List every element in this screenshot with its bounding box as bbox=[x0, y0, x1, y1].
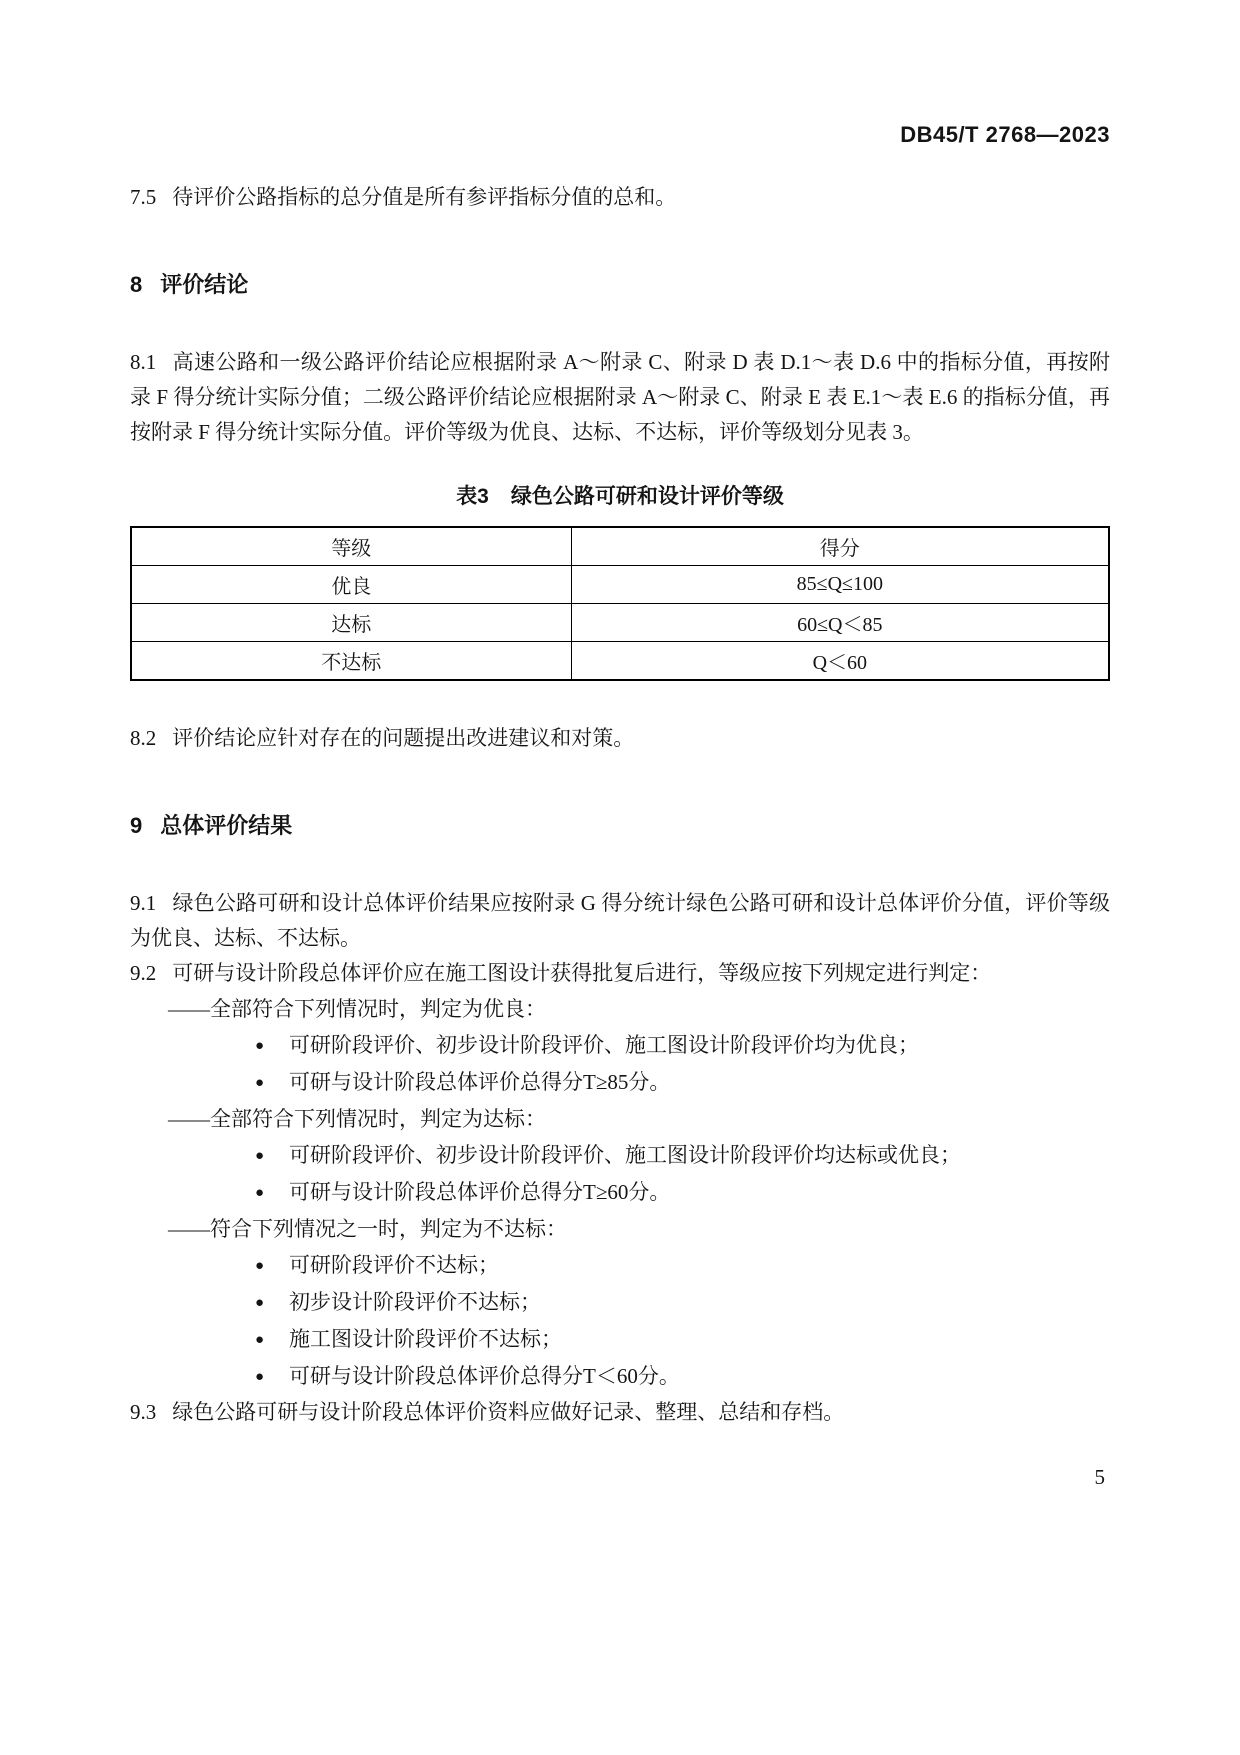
bullet-item bbox=[130, 1358, 1110, 1395]
bullet-item bbox=[130, 1247, 1110, 1284]
clause-8-1 bbox=[130, 345, 1110, 450]
bullet-icon bbox=[255, 1175, 289, 1211]
table-cell-score: 60≤Q＜85 bbox=[571, 604, 1109, 642]
bullet-icon bbox=[255, 1065, 289, 1101]
bullet-text: 施工图设计阶段评价不达标； bbox=[289, 1327, 562, 1351]
clause-9-2 bbox=[130, 956, 1110, 991]
doc-number: DB45/T 2768—2023 bbox=[900, 122, 1110, 147]
table-cell-score: 85≤Q≤100 bbox=[571, 566, 1109, 604]
bullet-item bbox=[130, 1174, 1110, 1211]
table-cell-score: Q＜60 bbox=[571, 642, 1109, 681]
bullet-item bbox=[130, 1027, 1110, 1064]
clause-number: 9.3 bbox=[130, 1400, 157, 1424]
bullet-text: 可研与设计阶段总体评价总得分T＜60分。 bbox=[289, 1364, 680, 1388]
bullet-icon bbox=[255, 1138, 289, 1174]
table3-caption-title: 绿色公路可研和设计评价等级 bbox=[510, 485, 784, 508]
bullet-item bbox=[130, 1284, 1110, 1321]
bullet-icon bbox=[255, 1028, 289, 1064]
clause-8-2 bbox=[130, 721, 1110, 756]
table-header-row bbox=[131, 527, 1109, 566]
table-cell-grade: 优良 bbox=[131, 566, 571, 604]
bullet-text: 初步设计阶段评价不达标； bbox=[289, 1290, 541, 1314]
section-title: 总体评价结果 bbox=[160, 813, 293, 838]
clause-number: 9.1 bbox=[130, 891, 157, 915]
bullet-text: 可研与设计阶段总体评价总得分T≥85分。 bbox=[289, 1070, 671, 1094]
clause-text: 待评价公路指标的总分值是所有参评指标分值的总和。 bbox=[172, 185, 677, 209]
clause-number: 9.2 bbox=[130, 961, 157, 985]
dash-item-fail: ——符合下列情况之一时，判定为不达标： bbox=[168, 1217, 567, 1241]
section-number: 9 bbox=[130, 813, 143, 838]
clause-text: 绿色公路可研与设计阶段总体评价资料应做好记录、整理、总结和存档。 bbox=[172, 1400, 845, 1424]
dash-item-pass: ——全部符合下列情况时，判定为达标： bbox=[168, 1107, 546, 1131]
clause-number: 8.1 bbox=[130, 350, 157, 374]
bullet-item bbox=[130, 1137, 1110, 1174]
table3-caption bbox=[130, 480, 1110, 510]
dash-item-excellent: ——全部符合下列情况时，判定为优良： bbox=[168, 997, 546, 1021]
table-row bbox=[131, 566, 1109, 604]
table-cell-grade: 达标 bbox=[131, 604, 571, 642]
table-header-score: 得分 bbox=[571, 527, 1109, 566]
section-number: 8 bbox=[130, 272, 143, 297]
section-title: 评价结论 bbox=[160, 272, 249, 297]
clause-text: 评价结论应针对存在的问题提出改进建议和对策。 bbox=[172, 726, 635, 750]
bullet-item bbox=[130, 1064, 1110, 1101]
grade-table bbox=[130, 526, 1110, 681]
clause-9-3 bbox=[130, 1395, 1110, 1430]
bullet-icon bbox=[255, 1285, 289, 1321]
table-row bbox=[131, 642, 1109, 681]
bullet-icon bbox=[255, 1322, 289, 1358]
clause-number: 7.5 bbox=[130, 185, 157, 209]
bullet-text: 可研阶段评价、初步设计阶段评价、施工图设计阶段评价均为优良； bbox=[289, 1033, 919, 1057]
table-cell-grade: 不达标 bbox=[131, 642, 571, 681]
bullet-item bbox=[130, 1321, 1110, 1358]
clause-7-5 bbox=[130, 180, 1110, 215]
page-number: 5 bbox=[1094, 1465, 1105, 1489]
clause-text: 高速公路和一级公路评价结论应根据附录 A～附录 C、附录 D 表 D.1～表 D.6 中的指标分值，再按附录 F 得分统计实际分值；二级公路评价结论应根据附录 A～附录 C、附录 E 表 E.1～表 E.6 的指标分值，再按附录 F 得分统计实际分值。评价等级为优良、达标、不达标，评价等级划分见表 3。 bbox=[130, 350, 1110, 444]
bullet-text: 可研与设计阶段总体评价总得分T≥60分。 bbox=[289, 1180, 671, 1204]
table3-caption-label: 表3 bbox=[456, 485, 489, 508]
clause-9-1 bbox=[130, 886, 1110, 956]
clause-number: 8.2 bbox=[130, 726, 157, 750]
bullet-icon bbox=[255, 1359, 289, 1395]
bullet-text: 可研阶段评价不达标； bbox=[289, 1253, 499, 1277]
section-heading-9 bbox=[130, 812, 1110, 840]
clause-text: 绿色公路可研和设计总体评价结果应按附录 G 得分统计绿色公路可研和设计总体评价分值，评价等级为优良、达标、不达标。 bbox=[130, 891, 1110, 950]
table-header-grade: 等级 bbox=[131, 527, 571, 566]
bullet-text: 可研阶段评价、初步设计阶段评价、施工图设计阶段评价均达标或优良； bbox=[289, 1143, 961, 1167]
clause-text: 可研与设计阶段总体评价应在施工图设计获得批复后进行，等级应按下列规定进行判定： bbox=[172, 961, 992, 985]
table-row bbox=[131, 604, 1109, 642]
bullet-icon bbox=[255, 1248, 289, 1284]
section-heading-8 bbox=[130, 271, 1110, 299]
